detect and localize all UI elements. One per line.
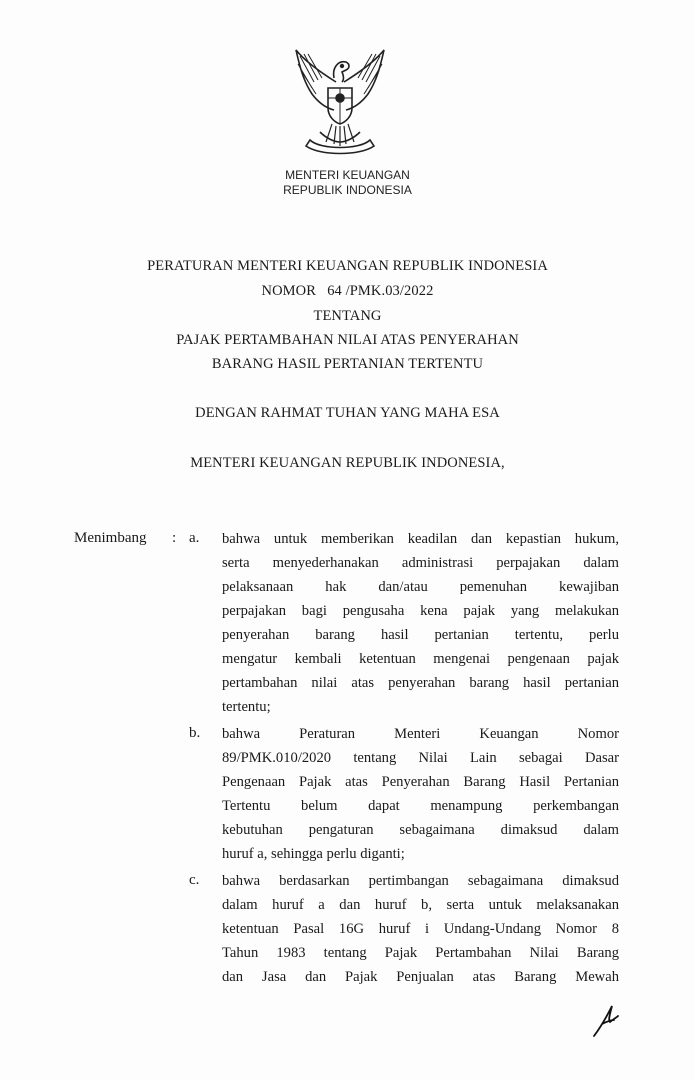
item-text-c bbox=[222, 869, 619, 989]
text-line: bahwa Peraturan Menteri Keuangan Nomor bbox=[222, 726, 619, 742]
number-value: 64 /PMK.03/2022 bbox=[327, 283, 434, 299]
text-line: bahwa berdasarkan pertimbangan sebagaimana dimaksud bbox=[222, 873, 619, 889]
item-text-b bbox=[222, 722, 619, 866]
regulation-title: PERATURAN MENTERI KEUANGAN REPUBLIK INDONESIA bbox=[147, 258, 548, 274]
text-line: Pengenaan Pajak atas Penyerahan Barang Hasil Pertanian bbox=[222, 774, 619, 790]
regulation-number bbox=[0, 283, 695, 300]
considering-label: Menimbang bbox=[74, 530, 147, 546]
item-letter-b: b. bbox=[189, 725, 201, 741]
number-prefix: NOMOR bbox=[261, 283, 317, 299]
text-line: huruf a, sehingga perlu diganti; bbox=[222, 846, 405, 862]
text-line: tertentu; bbox=[222, 699, 271, 715]
text-line: penyerahan barang hasil pertanian tertentu, perlu bbox=[222, 627, 619, 643]
item-letter-a: a. bbox=[189, 530, 200, 546]
text-line: mengatur kembali ketentuan mengenai pengenaan pajak bbox=[222, 651, 619, 667]
text-line: perpajakan bagi pengusaha kena pajak yang melakukan bbox=[222, 603, 619, 619]
text-line: serta menyederhanakan administrasi perpajakan dalam bbox=[222, 555, 619, 571]
initial-mark-icon bbox=[590, 1000, 620, 1040]
text-line: kebutuhan pengaturan sebagaimana dimaksud dalam bbox=[222, 822, 619, 838]
text-line: Tertentu belum dapat menampung perkembangan bbox=[222, 798, 619, 814]
considering-colon: : bbox=[172, 530, 177, 546]
subject-line-2: BARANG HASIL PERTANIAN TERTENTU bbox=[211, 356, 484, 372]
invocation: DENGAN RAHMAT TUHAN YANG MAHA ESA bbox=[195, 405, 500, 421]
item-text-a bbox=[222, 527, 619, 719]
text-line: 89/PMK.010/2020 tentang Nilai Lain sebagai Dasar bbox=[222, 750, 619, 766]
item-letter-c: c. bbox=[189, 872, 200, 888]
text-line: pertambahan nilai atas penyerahan barang hasil pertanian bbox=[222, 675, 619, 691]
garuda-emblem-icon bbox=[290, 42, 390, 160]
about-label: TENTANG bbox=[313, 308, 382, 324]
text-line: Tahun 1983 tentang Pajak Pertambahan Nilai Barang bbox=[222, 945, 619, 961]
text-line: pelaksanaan hak dan/atau pemenuhan kewajiban bbox=[222, 579, 619, 595]
authority: MENTERI KEUANGAN REPUBLIK INDONESIA, bbox=[190, 455, 505, 471]
text-line: dan Jasa dan Pajak Penjualan atas Barang Mewah bbox=[222, 969, 619, 985]
subject-line-1: PAJAK PERTAMBAHAN NILAI ATAS PENYERAHAN bbox=[176, 332, 519, 348]
text-line: bahwa untuk memberikan keadilan dan kepastian hukum, bbox=[222, 531, 619, 547]
issuer-line-2: REPUBLIK INDONESIA bbox=[283, 183, 412, 197]
issuer-line-1: MENTERI KEUANGAN bbox=[285, 168, 410, 182]
text-line: ketentuan Pasal 16G huruf i Undang-Undang Nomor 8 bbox=[222, 921, 619, 937]
text-line: dalam huruf a dan huruf b, serta untuk melaksanakan bbox=[222, 897, 619, 913]
